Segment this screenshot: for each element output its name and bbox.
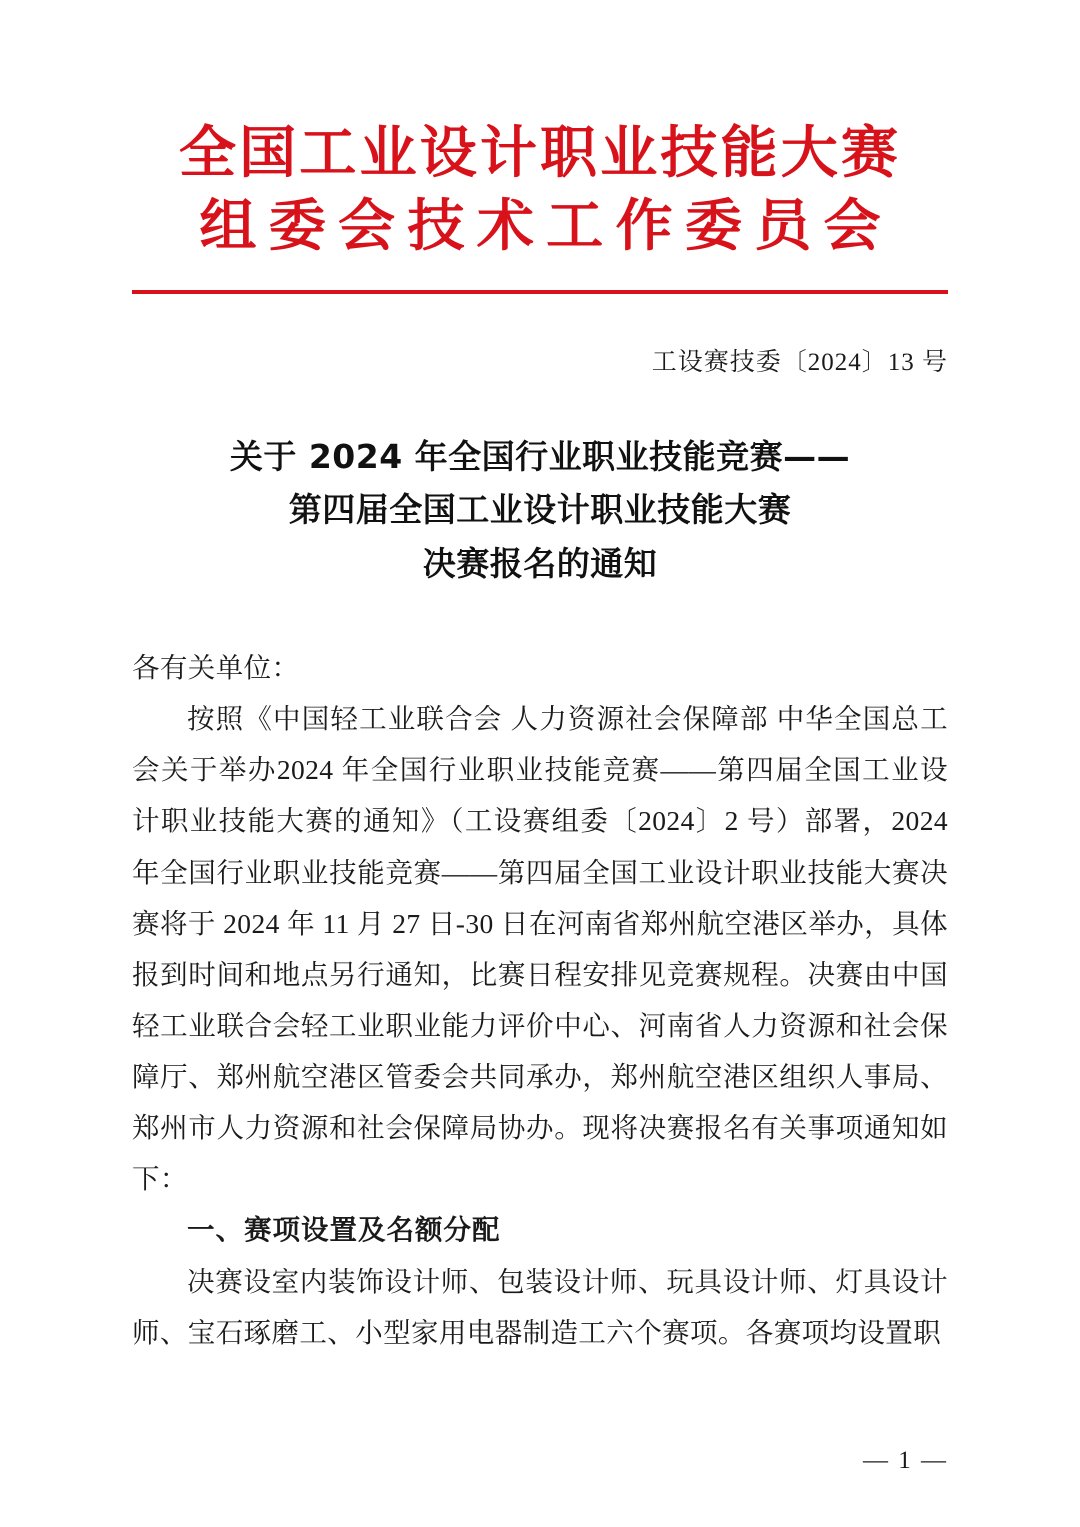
section-1-paragraph: 决赛设室内装饰设计师、包装设计师、玩具设计师、灯具设计师、宝石琢磨工、小型家用电器制造工六个赛项。各赛项均设置职: [132, 1265, 948, 1348]
page-title-line-2: 第四届全国工业设计职业技能大赛: [288, 490, 792, 530]
section-heading-1: 一、赛项设置及名额分配: [187, 1213, 501, 1246]
document-body: [132, 642, 948, 1358]
page-title-line-1: 关于 2024 年全国行业职业技能竞赛——: [229, 436, 851, 476]
body-paragraph-1: 按照《中国轻工业联合会 人力资源社会保障部 中华全国总工会关于举办2024 年全国行业职业技能竞赛——第四届全国工业设计职业技能大赛的通知》（工设赛组委〔2024〕2 号）部署，2024 年全国行业职业技能竞赛——第四届全国工业设计职业技能大赛决赛将于 2024 年 11 月 27 日-30 日在河南省郑州航空港区举办，具体报到时间和地点另行通知，比赛日程安排见竞赛规程。决赛由中国轻工业联合会轻工业职业能力评价中心、河南省人力资源和社会保障厅、郑州航空港区管委会共同承办，郑州航空港区组织人事局、郑州市人力资源和社会保障局协办。现将决赛报名有关事项通知如下：: [132, 703, 948, 1195]
letterhead-line-2: 组委会技术工作委员会: [199, 193, 893, 259]
salutation: 各有关单位：: [132, 651, 300, 683]
page-number: — 1 —: [863, 1447, 948, 1474]
letterhead-line-1: 全国工业设计职业技能大赛: [178, 121, 902, 186]
document-number: 工设赛技委〔2024〕13 号: [651, 348, 948, 376]
page-title: [132, 430, 948, 590]
page-title-line-3: 决赛报名的通知: [422, 543, 658, 583]
letterhead-divider: [132, 290, 948, 294]
letterhead: [132, 0, 948, 294]
